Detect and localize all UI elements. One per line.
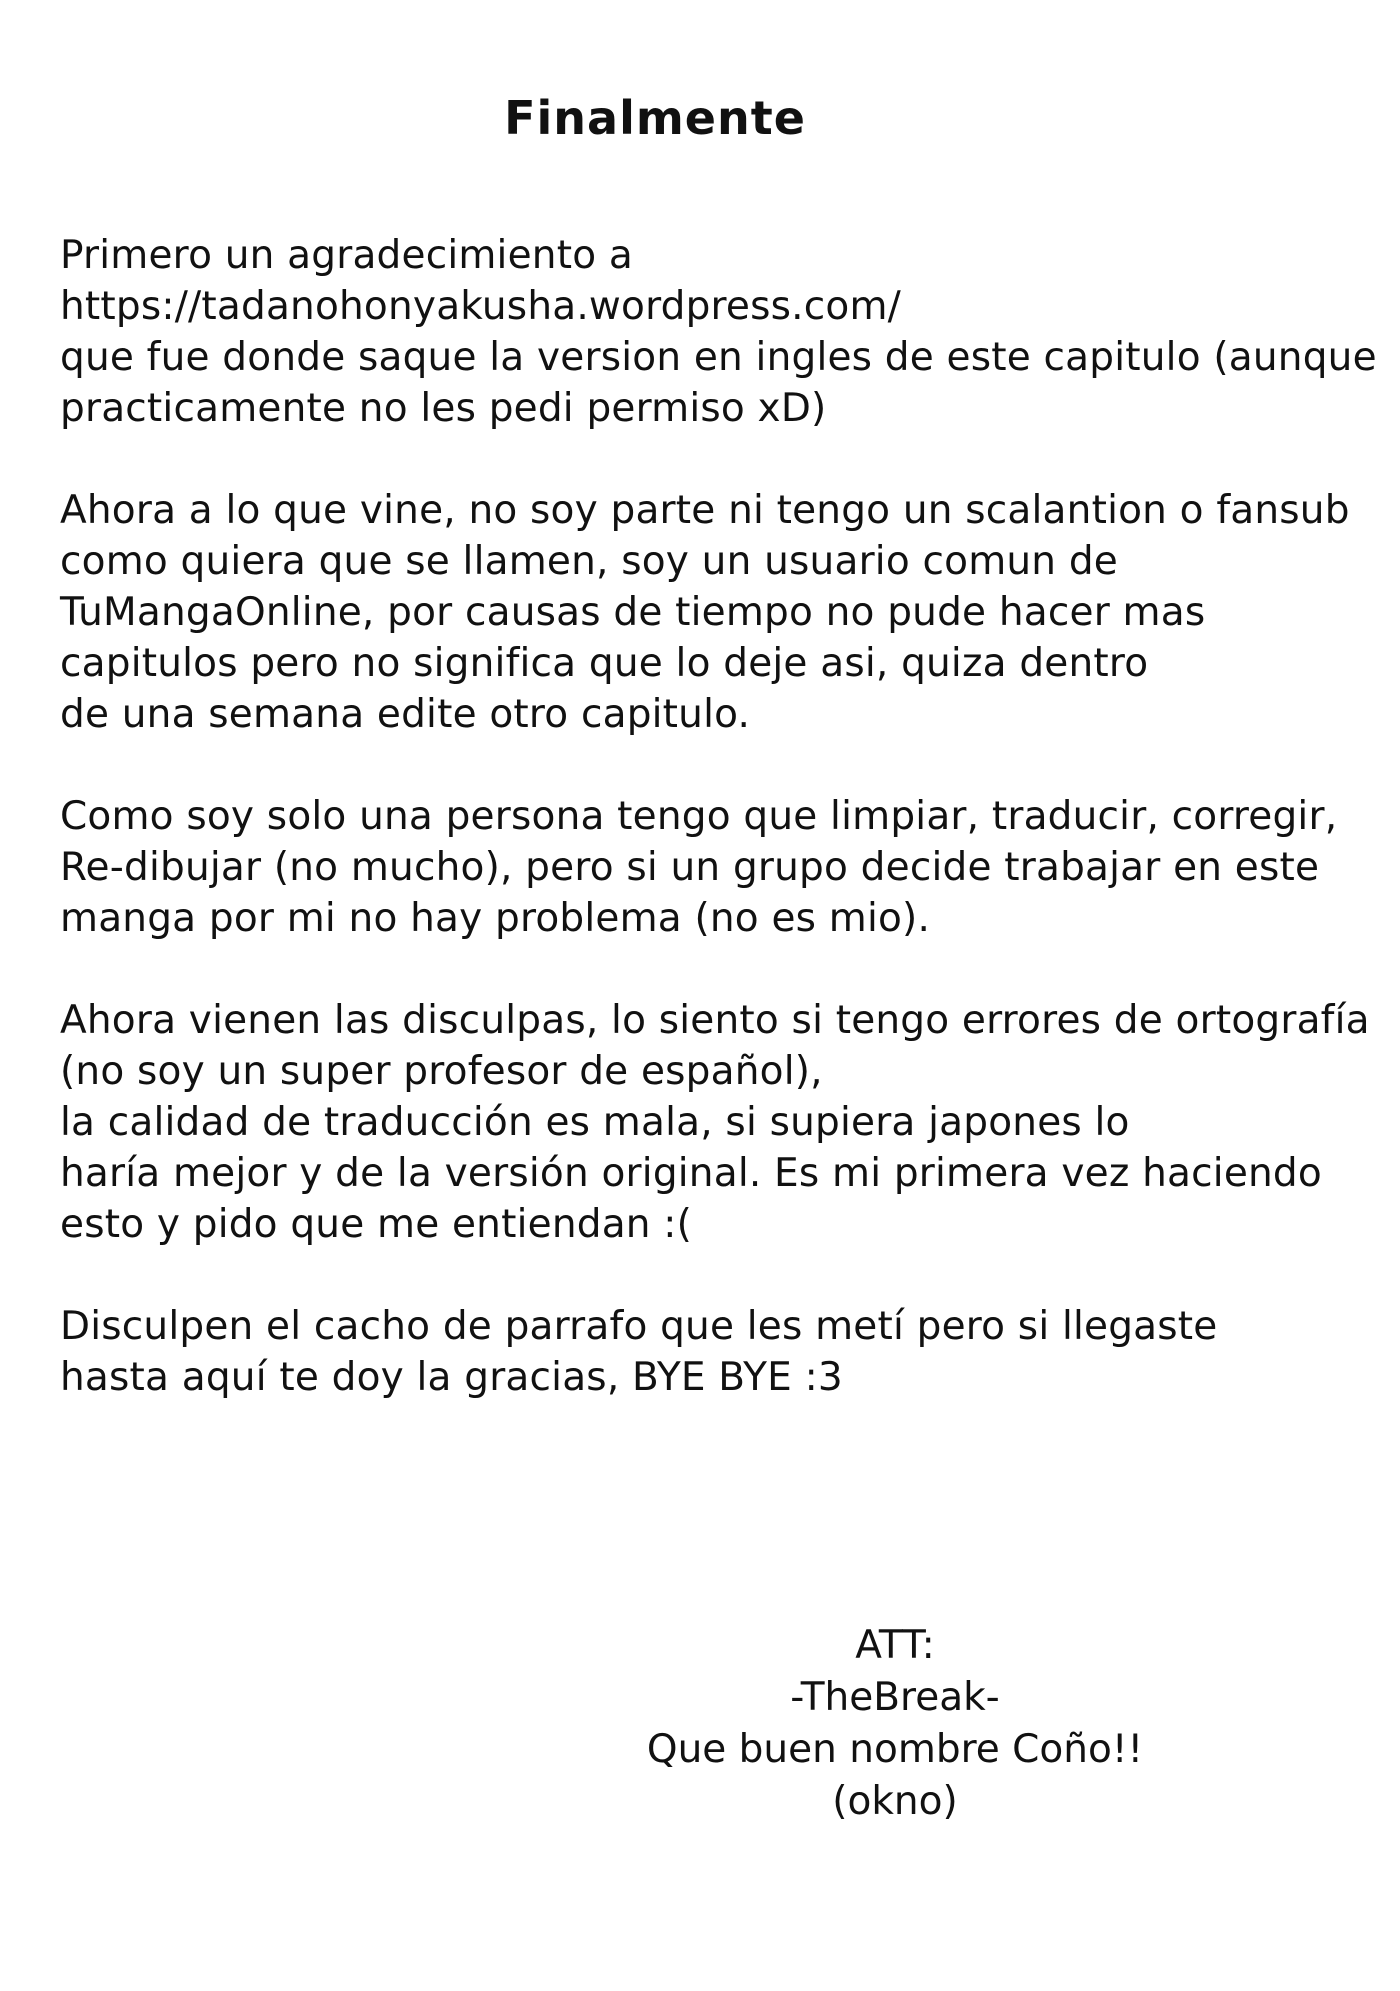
text-line: (no soy un super profesor de español), [60,1049,823,1094]
text-line: hasta aquí te doy la gracias, BYE BYE :3 [60,1355,843,1400]
text-line: esto y pido que me entiendan :( [60,1202,693,1247]
signature-comment: Que buen nombre Coño!! [646,1727,1144,1772]
text-line: Ahora a lo que vine, no soy parte ni tengo un scalantion o fansub [60,488,1350,533]
paragraph-work [60,791,1390,944]
signature-aside: (okno) [832,1779,958,1824]
text-line: como quiera que se llamen, soy un usuario comun de [60,539,1118,584]
text-line: la calidad de traducción es mala, si supiera japones lo [60,1100,1130,1145]
signature-att: ATT: [855,1623,935,1668]
paragraph-apologies [60,995,1390,1250]
text-line: Disculpen el cacho de parrafo que les metí pero si llegaste [60,1304,1218,1349]
text-line: manga por mi no hay problema (no es mio). [60,896,931,941]
text-line: Como soy solo una persona tengo que limpiar, traducir, corregir, [60,794,1338,839]
text-line: Ahora vienen las disculpas, lo siento si tengo errores de ortografía [60,998,1370,1043]
text-line: que fue donde saque la version en ingles de este capitulo (aunque [60,335,1377,380]
paragraph-closing [60,1301,1390,1403]
text-line: de una semana edite otro capitulo. [60,692,751,737]
paragraph-intro [60,485,1390,740]
url-text: https://tadanohonyakusha.wordpress.com/ [60,284,901,329]
text-line: capitulos pero no significa que lo deje asi, quiza dentro [60,641,1149,686]
page-title: Finalmente [504,91,806,145]
signature-name: -TheBreak- [790,1675,1000,1720]
text-line: TuMangaOnline, por causas de tiempo no pude hacer mas [60,590,1206,635]
paragraph-thanks [60,230,1390,434]
text-line: Re-dibujar (no mucho), pero si un grupo decide trabajar en este [60,845,1320,890]
text-line: Primero un agradecimiento a [60,233,633,278]
text-line: practicamente no les pedi permiso xD) [60,386,827,431]
text-line: haría mejor y de la versión original. Es mi primera vez haciendo [60,1151,1322,1196]
message-body [60,230,1390,1454]
signature-block [590,1620,1200,1828]
